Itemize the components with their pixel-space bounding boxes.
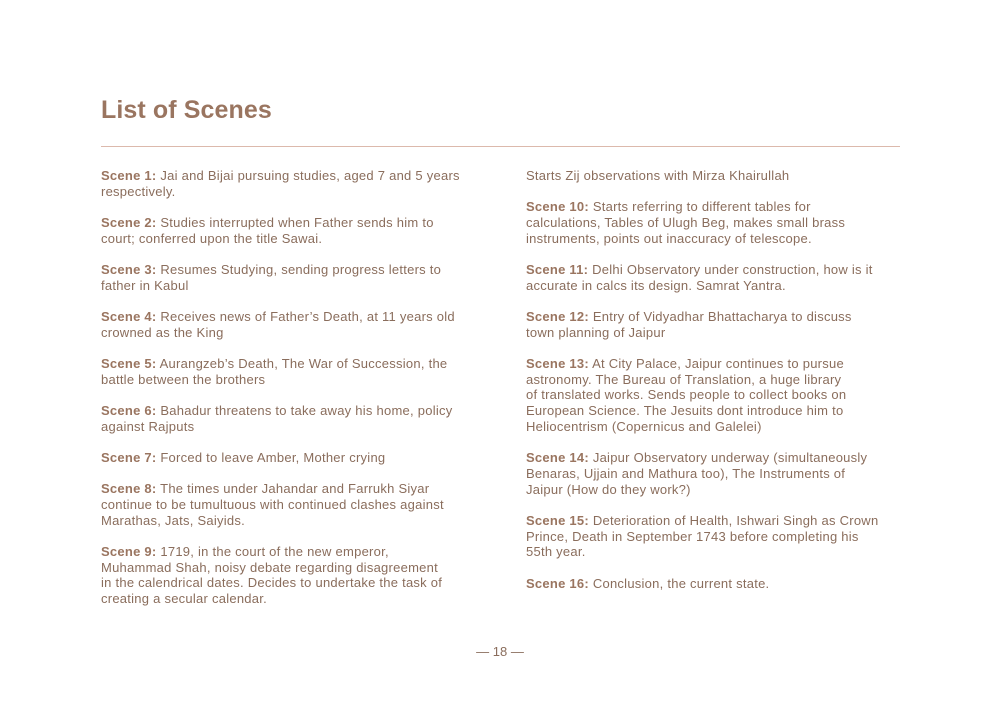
- scene-label: Scene 5:: [101, 356, 157, 371]
- scene-item: [101, 356, 481, 387]
- scene-description: Resumes Studying, sending progress letters to father in Kabul: [101, 262, 442, 293]
- scene-item: [101, 215, 481, 246]
- page-number: — 18 —: [476, 644, 524, 659]
- scene-item-continued: [526, 168, 901, 184]
- scene-label: Scene 10:: [526, 199, 589, 215]
- scene-description: Jai and Bijai pursuing studies, aged 7 and 5 years respectively.: [101, 168, 460, 199]
- scene-description: Delhi Observatory under construction, how is it accurate in calcs its design. Samrat Yantra.: [526, 262, 873, 293]
- scene-label: Scene 16:: [526, 575, 589, 591]
- scene-list-left-column: [101, 168, 481, 622]
- scene-description: 1719, in the court of the new emperor, Muhammad Shah, noisy debate regarding disagreement in the calendrical dates. Decides to undertake the task of creating a secular calendar.: [101, 544, 443, 607]
- scene-item: [101, 481, 481, 528]
- scene-description: Starts Zij observations with Mirza Khairullah: [526, 168, 790, 183]
- scene-item: [526, 576, 901, 592]
- scene-label: Scene 11:: [526, 262, 589, 277]
- scene-description: Bahadur threatens to take away his home, policy against Rajputs: [101, 403, 453, 434]
- scene-description: Deterioration of Health, Ishwari Singh as Crown Prince, Death in September 1743 before completing his 55th year.: [526, 512, 879, 560]
- scene-label: Scene 2:: [101, 215, 157, 230]
- scene-item: [101, 168, 481, 199]
- scene-label: Scene 15:: [526, 512, 589, 528]
- scene-label: Scene 13:: [526, 356, 589, 371]
- scene-label: Scene 7:: [101, 450, 157, 465]
- scene-item: [526, 309, 901, 340]
- scene-item: [101, 450, 481, 466]
- scene-item: [526, 513, 901, 560]
- scene-description: The times under Jahandar and Farrukh Siyar continue to be tumultuous with continued clashes against Marathas, Jats, Saiyids.: [101, 481, 444, 528]
- scene-description: At City Palace, Jaipur continues to pursue astronomy. The Bureau of Translation, a huge library of translated works. Sends people to collect books on European Science. The Jesuits dont introduce him to Heliocentrism (Copernicus and Galelei): [526, 356, 847, 434]
- scene-label: Scene 9:: [101, 544, 157, 559]
- scene-description: Receives news of Father’s Death, at 11 years old crowned as the King: [101, 309, 455, 340]
- scene-description: Starts referring to different tables for calculations, Tables of Ulugh Beg, makes small brass instruments, points out inaccuracy of telescope.: [526, 199, 846, 246]
- page-title: List of Scenes: [101, 96, 272, 124]
- scene-description: Conclusion, the current state.: [592, 575, 770, 591]
- scene-description: Forced to leave Amber, Mother crying: [160, 450, 386, 465]
- scene-item: [526, 450, 901, 497]
- scene-description: Entry of Vidyadhar Bhattacharya to discuss town planning of Jaipur: [526, 309, 852, 340]
- scene-description: Jaipur Observatory underway (simultaneously Benaras, Ujjain and Mathura too), The Instruments of Jaipur (How do they work?): [526, 450, 868, 497]
- scene-label: Scene 6:: [101, 403, 157, 418]
- scene-item: [101, 544, 481, 607]
- scene-description: Studies interrupted when Father sends him to court; conferred upon the title Sawai.: [101, 215, 434, 246]
- scene-label: Scene 12:: [526, 309, 589, 324]
- scene-item: [526, 199, 901, 246]
- scene-label: Scene 1:: [101, 168, 157, 183]
- scene-item: [101, 309, 481, 340]
- scene-description: Aurangzeb’s Death, The War of Succession, the battle between the brothers: [101, 356, 448, 387]
- scene-label: Scene 8:: [101, 481, 157, 497]
- scene-item: [101, 403, 481, 434]
- title-divider: [101, 146, 900, 147]
- scene-label: Scene 3:: [101, 262, 157, 277]
- scene-list-right-column: [526, 168, 901, 607]
- scene-item: [526, 262, 901, 293]
- scene-item: [101, 262, 481, 293]
- scene-item: [526, 356, 901, 435]
- scene-label: Scene 14:: [526, 450, 589, 466]
- scene-label: Scene 4:: [101, 309, 157, 324]
